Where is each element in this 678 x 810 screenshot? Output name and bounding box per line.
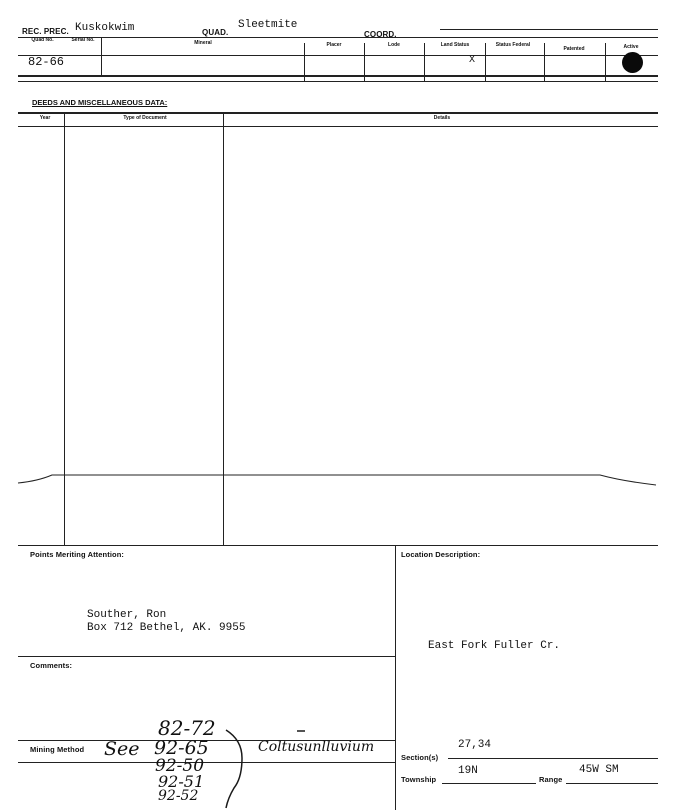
comments-rule: [18, 656, 395, 657]
col-mineral: Mineral: [194, 40, 212, 46]
hdr-div-5: [485, 43, 486, 81]
range-label: Range: [539, 775, 563, 784]
deeds-title: DEEDS AND MISCELLANEOUS DATA:: [32, 98, 168, 107]
hand-note: Coltusunlluvium: [258, 739, 375, 755]
header-rule-3: [18, 75, 658, 77]
mining-label: Mining Method: [30, 745, 85, 754]
mining-rule-bottom: [18, 762, 395, 763]
sections-label: Section(s): [401, 753, 439, 762]
hand-top-ref: 82-72: [158, 716, 216, 740]
header-rule-1: [18, 37, 658, 38]
points-line-1: Souther, Ron: [87, 609, 167, 621]
hand-dash: [296, 728, 308, 734]
col-placer: Placer: [326, 42, 342, 48]
location-label: Location Description:: [401, 550, 481, 559]
bottom-div-center: [395, 545, 396, 810]
hdr-div-7: [605, 43, 606, 81]
land-status-mark: X: [469, 55, 476, 66]
col-lode: Lode: [388, 42, 400, 48]
location-value: East Fork Fuller Cr.: [428, 640, 561, 652]
col-active: Active: [623, 44, 639, 50]
coord-label: COORD.: [364, 30, 397, 39]
points-line-2: Box 712 Bethel, AK. 9955: [87, 622, 246, 634]
deeds-col-year: Year: [39, 115, 51, 121]
township-underline: [442, 783, 536, 784]
deeds-col-details: Details: [433, 115, 451, 121]
fold-line: [0, 465, 678, 495]
rec-prec-label: REC. PREC.: [22, 27, 69, 36]
header-rule-4: [18, 81, 658, 82]
deeds-rule-header: [18, 126, 658, 127]
header-rule-2: [18, 55, 658, 56]
col-serial-no: Serial No.: [71, 37, 95, 43]
hdr-div-3: [364, 43, 365, 81]
hdr-div-2: [304, 43, 305, 81]
deeds-rule-top: [18, 112, 658, 114]
sections-underline: [448, 758, 658, 759]
col-quad-no: Quad No.: [31, 37, 54, 43]
sections-value: 27,34: [458, 739, 492, 751]
rec-prec-value: Kuskokwim: [75, 22, 135, 34]
township-label: Township: [401, 775, 437, 784]
township-value: 19N: [458, 765, 478, 777]
hand-ref-3: 92-51: [158, 772, 205, 791]
hand-ref-1: 92-65: [154, 737, 209, 759]
active-dot: [622, 52, 643, 73]
quad-value: Sleetmite: [238, 19, 298, 31]
hand-see: See: [104, 738, 140, 760]
comments-label: Comments:: [30, 661, 73, 670]
quad-label: QUAD.: [202, 28, 229, 37]
hdr-div-6: [544, 43, 545, 81]
deeds-col-type: Type of Document: [123, 115, 167, 121]
range-value: 45W SM: [579, 764, 619, 776]
bottom-rule-top: [18, 545, 658, 546]
hdr-div-1: [101, 37, 102, 75]
col-land-status: Land Status: [440, 42, 470, 48]
points-label: Points Meriting Attention:: [30, 550, 124, 559]
hand-bracket: [220, 728, 260, 810]
range-underline: [566, 783, 658, 784]
hdr-div-4: [424, 43, 425, 81]
quad-no-value: 82-66: [28, 55, 65, 69]
col-status-federal: Status Federal: [495, 42, 531, 48]
hand-ref-4: 92-52: [158, 788, 199, 804]
header-rule-top-right: [440, 29, 658, 30]
col-patented: Patented: [563, 46, 585, 52]
hand-ref-2: 92-50: [155, 756, 205, 776]
